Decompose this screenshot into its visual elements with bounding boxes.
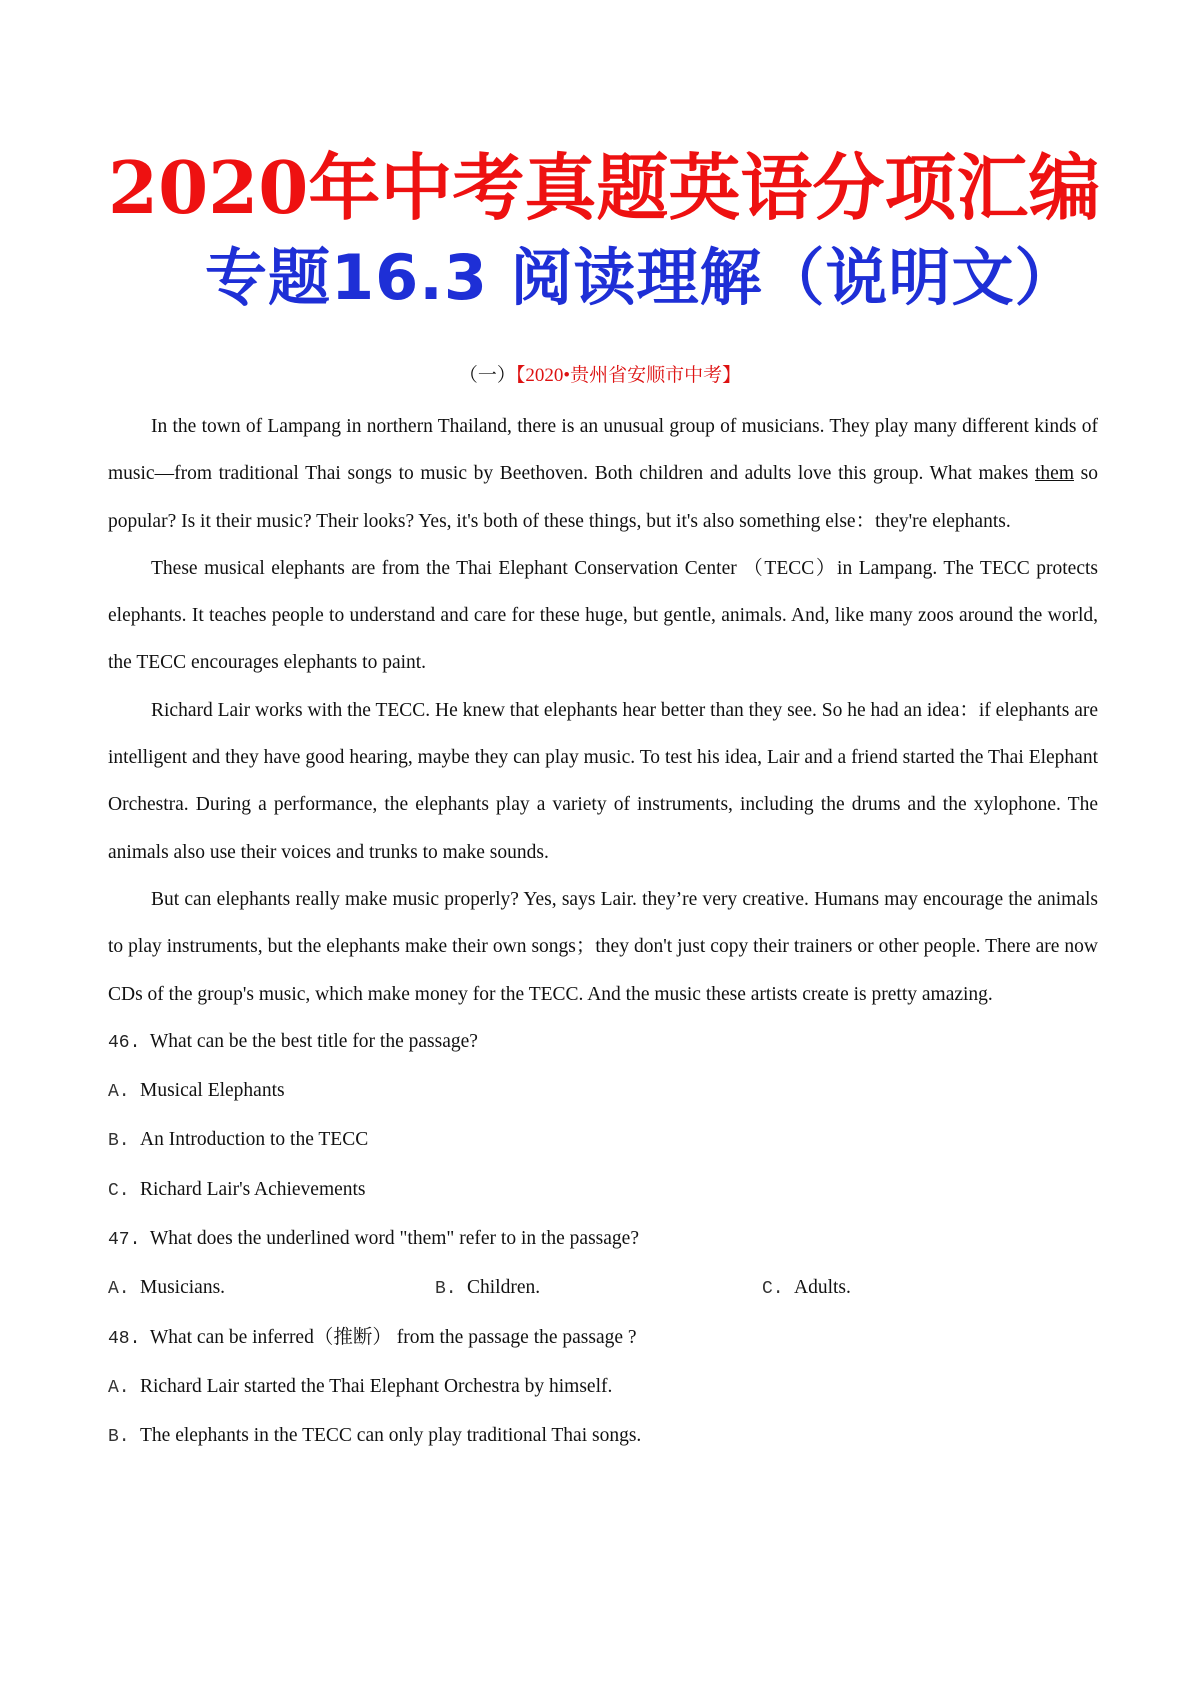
question-48 [108,1314,1098,1363]
passage-paragraph-4: But can elephants really make music properly? Yes, says Lair. they’re very creative. Humans may encourage the animals to play instruments, but the elephants make their own songs；they don't just copy their trainers or other people. There are now CDs of the group's music, which make money for the TECC. And the music these artists create is pretty amazing. [108,888,1098,1005]
option-text: Adults. [794,1277,851,1299]
option-letter: A. [108,1279,130,1300]
option-text: Richard Lair started the Thai Elephant Orchestra by himself. [140,1375,613,1397]
exam-source [0,362,1200,390]
source-label: 【2020•贵州省安顺市中考】 [515,365,742,386]
option-48-a [108,1363,1098,1412]
source-prefix: （一） [458,365,516,386]
option-letter: B. [108,1131,130,1152]
option-letter: C. [108,1180,130,1201]
options-47-row [108,1264,1098,1313]
option-letter: A. [108,1377,130,1398]
option-47-a [108,1264,435,1313]
option-letter: A. [108,1082,130,1103]
question-text: What can be the best title for the passage? [149,1030,478,1052]
option-46-b [108,1116,1098,1165]
option-text: Musicians. [140,1277,226,1299]
passage-paragraph-2: These musical elephants are from the Thai Elephant Conservation Center （TECC）in Lampang. The TECC protects elephants. It teaches people to understand and care for these huge, but gentle, animals. And, like many zoos around the world, the TECC encourages elephants to paint. [108,557,1098,674]
question-47 [108,1215,1098,1264]
option-text: Children. [467,1277,541,1299]
reading-body [108,403,1098,1462]
option-46-a [108,1067,1098,1116]
page-subtitle: 专题16.3 阅读理解（说明文） [205,241,1078,314]
underlined-word: them [1035,463,1074,485]
paragraph-text: In the town of Lampang in northern Thailand, there is an unusual group of musicians. They play many different kinds of music—from traditional Thai songs to music by Beethoven. Both children and adults love this group. What makes [108,416,1098,485]
question-46 [108,1018,1098,1067]
option-letter: C. [762,1279,784,1300]
paragraph-text: so popular? Is it their music? Their looks? Yes, it's both of these things, but it's also something else：they're elephants. [108,463,1098,532]
option-letter: B. [435,1279,457,1300]
option-text: The elephants in the TECC can only play traditional Thai songs. [140,1425,642,1447]
passage-paragraph-1 [108,403,1098,545]
question-number: 48. [108,1328,141,1349]
option-text: An Introduction to the TECC [140,1129,369,1151]
question-text: What can be inferred（推断） from the passage the passage ? [149,1326,637,1348]
question-text: What does the underlined word "them" refer to in the passage? [149,1228,639,1250]
page-title: 2020年中考真题英语分项汇编 [108,145,1101,230]
question-number: 47. [108,1230,141,1251]
option-text: Musical Elephants [140,1080,285,1102]
option-letter: B. [108,1427,130,1448]
option-47-c [762,1264,1089,1313]
option-46-c [108,1166,1098,1215]
question-number: 46. [108,1032,141,1053]
passage-paragraph-3: Richard Lair works with the TECC. He knew that elephants hear better than they see. So he had an idea：if elephants are intelligent and they have good hearing, maybe they can play music. To test his idea, Lair and a friend started the Thai Elephant Orchestra. During a performance, the elephants play a variety of instruments, including the drums and the xylophone. The animals also use their voices and trunks to make sounds. [108,699,1098,863]
option-48-b [108,1412,1098,1461]
option-47-b [435,1264,762,1313]
option-text: Richard Lair's Achievements [140,1178,366,1200]
